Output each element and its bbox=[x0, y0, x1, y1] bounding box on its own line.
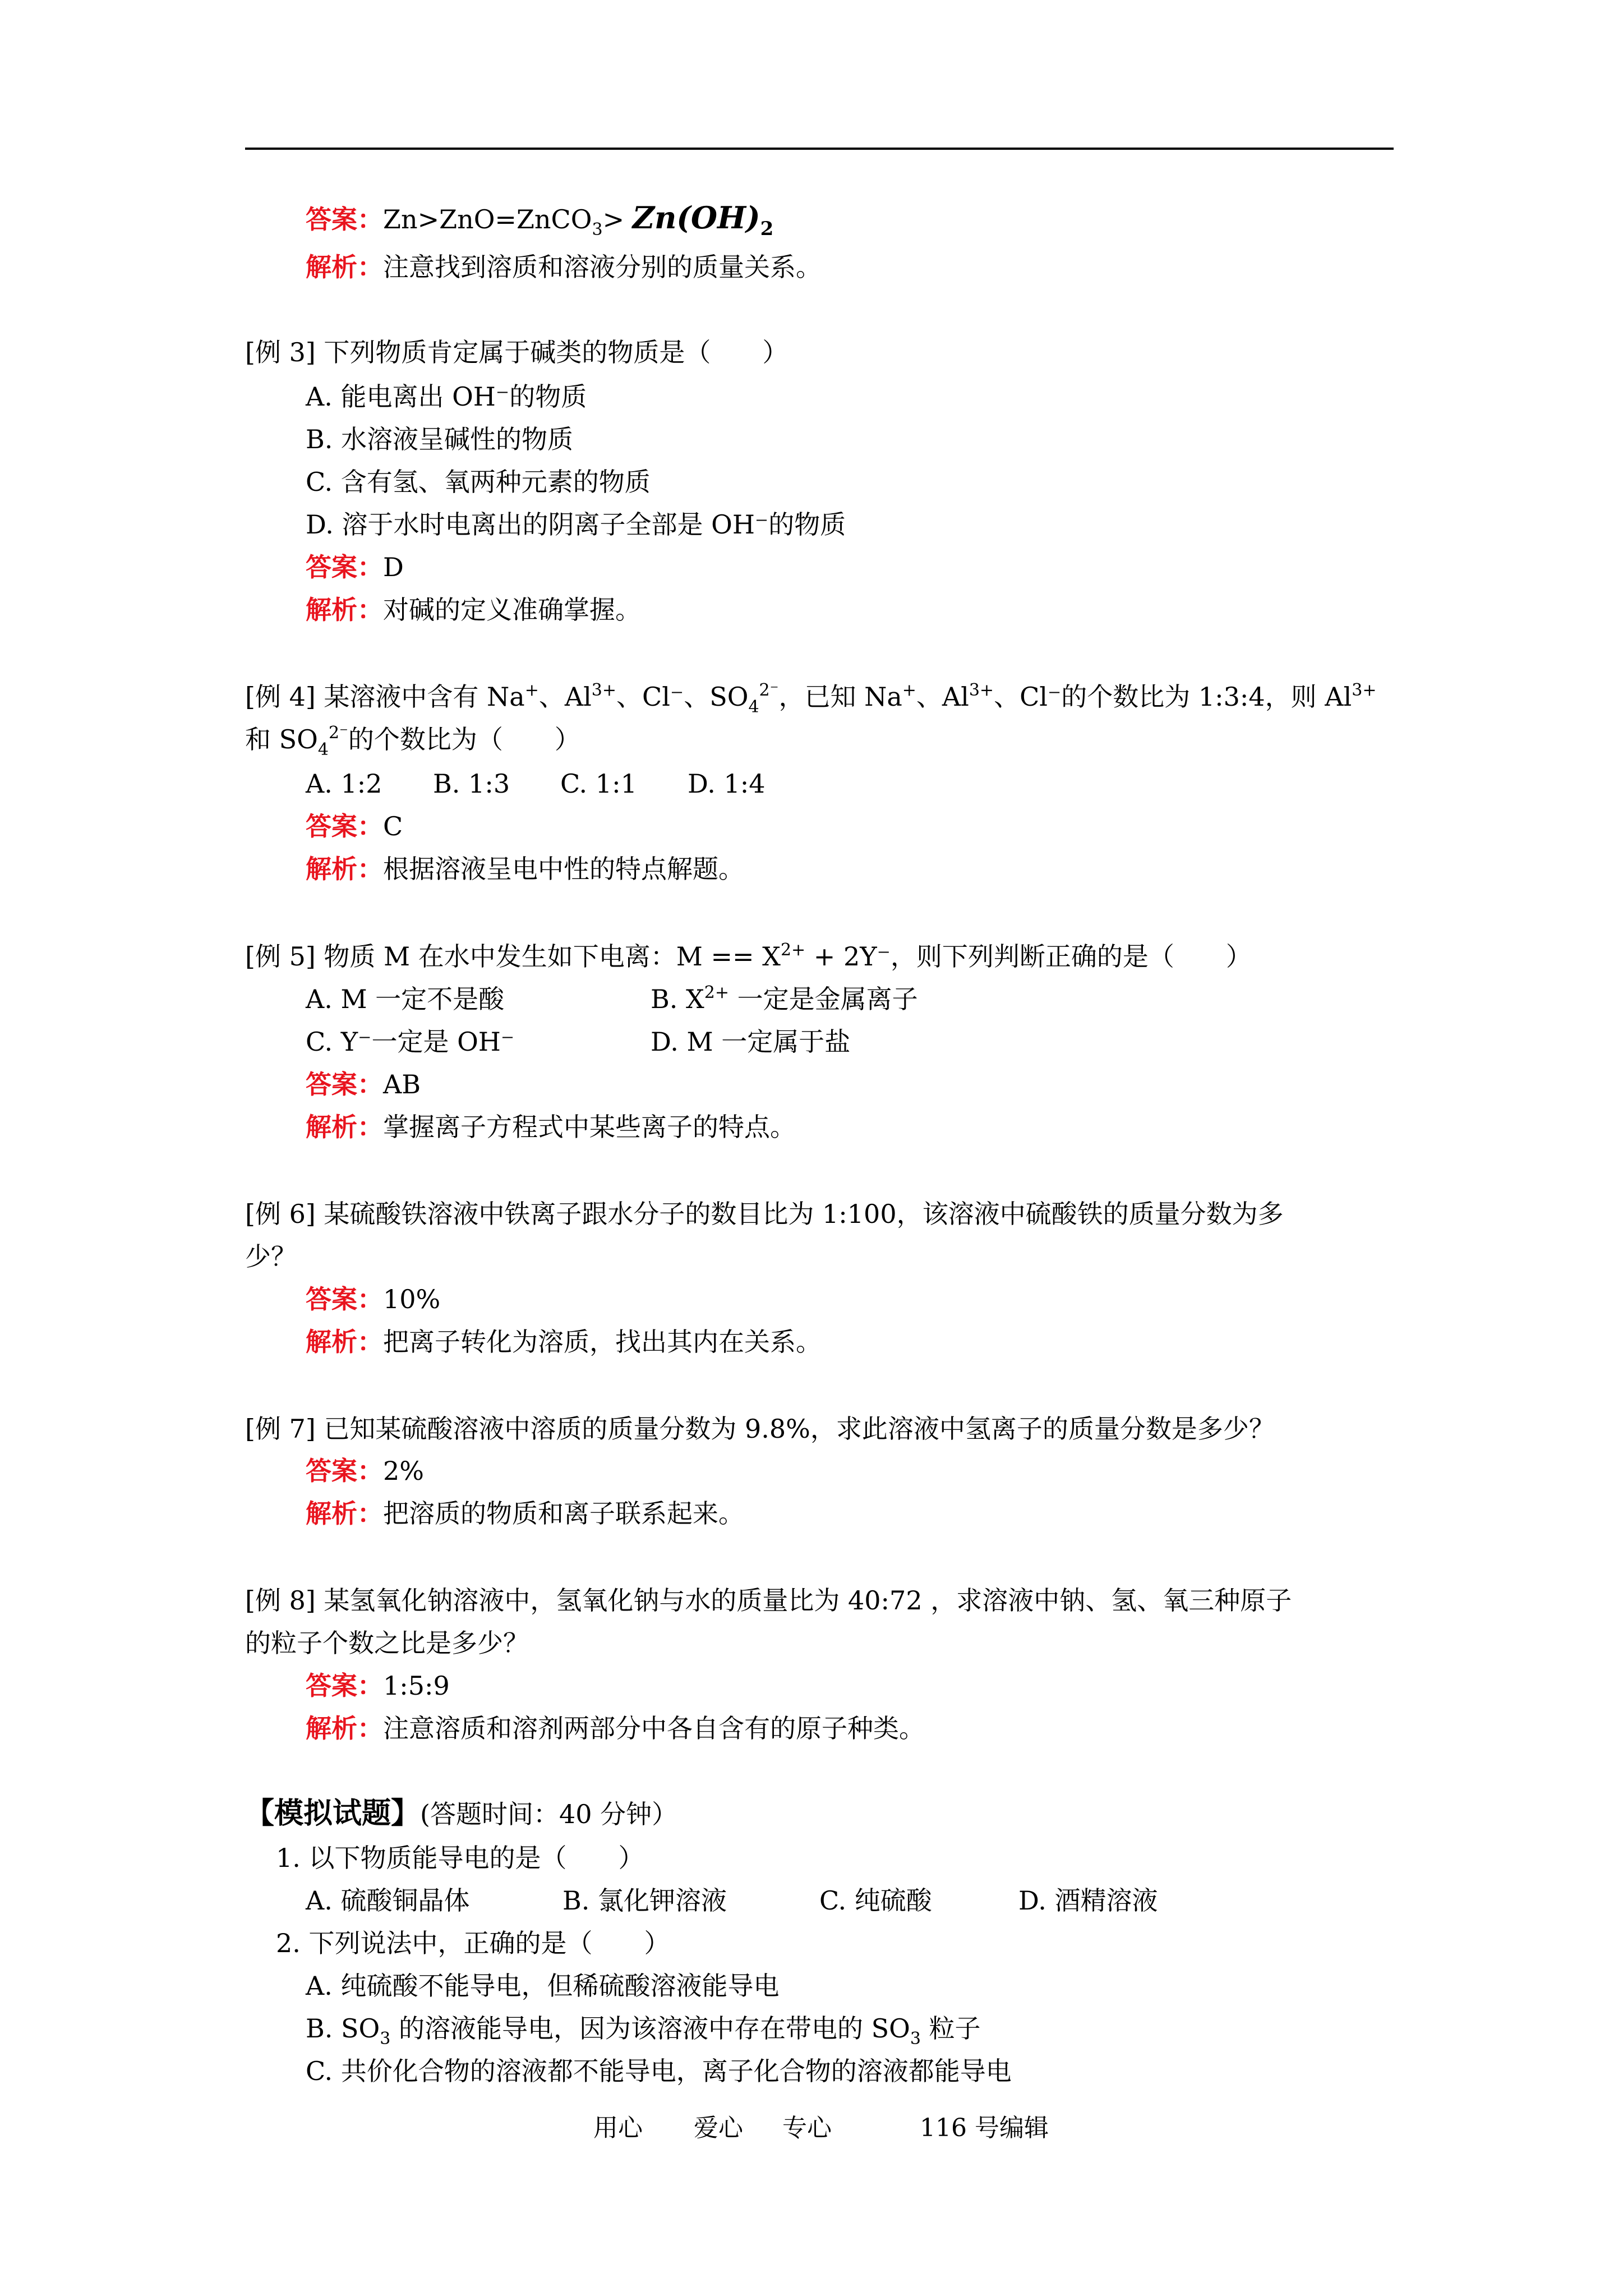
analysis-label: 解析： bbox=[306, 595, 383, 625]
ex8-question-line1: [例 8] 某氢氧化钠溶液中，氢氧化钠与水的质量比为 40:72 ，求溶液中钠、氢、氧三种原子 bbox=[245, 1585, 1292, 1616]
analysis-text: 把溶质的物质和离子联系起来。 bbox=[383, 1498, 744, 1529]
mock-q1-option-d: D. 酒精溶液 bbox=[1018, 1885, 1158, 1916]
mock-q1-options bbox=[306, 1884, 1158, 1917]
analysis-label: 解析： bbox=[306, 1498, 383, 1529]
answer-text: Zn>ZnO=ZnCO bbox=[383, 204, 592, 234]
ex7-answer-line bbox=[306, 1454, 424, 1488]
answer-label: 答案： bbox=[306, 552, 383, 582]
analysis-label: 解析： bbox=[306, 1327, 383, 1357]
mock-q1-option-b: B. 氯化钾溶液 bbox=[562, 1885, 727, 1916]
ex3-option-b: B. 水溶液呈碱性的物质 bbox=[306, 424, 574, 454]
footer-text-2: 爱心 bbox=[694, 2114, 743, 2142]
ex7-question: [例 7] 已知某硫酸溶液中溶质的质量分数为 9.8%，求此溶液中氢离子的质量分数是多少？ bbox=[245, 1414, 1275, 1444]
ex4-option-b: B. 1:3 bbox=[433, 769, 510, 799]
answer-label: 答案： bbox=[306, 1671, 383, 1701]
answer-text: D bbox=[383, 552, 404, 582]
analysis-label: 解析： bbox=[306, 252, 383, 282]
ex4-question-line2: 和 $SO_4^{2^-}$的个数比为（ ） bbox=[245, 723, 580, 760]
analysis-text: 对碱的定义准确掌握。 bbox=[383, 595, 641, 625]
ex7-analysis-line bbox=[306, 1497, 744, 1530]
mock-q2-option-c: C. 共价化合物的溶液都不能导电，离子化合物的溶液都能导电 bbox=[306, 2056, 1012, 2086]
analysis-label: 解析： bbox=[306, 854, 383, 884]
header-rule bbox=[245, 148, 1394, 150]
analysis-label: 解析： bbox=[306, 1112, 383, 1142]
answer-label: 答案： bbox=[306, 204, 383, 234]
answer-text: 1:5:9 bbox=[383, 1671, 450, 1701]
ex6-question-line2: 少？ bbox=[245, 1241, 297, 1272]
ex2-analysis-line bbox=[306, 250, 822, 284]
analysis-text: 把离子转化为溶质，找出其内在关系。 bbox=[383, 1327, 822, 1357]
analysis-text: 注意溶质和溶剂两部分中各自含有的原子种类。 bbox=[383, 1713, 925, 1743]
mock-q1: 1. 以下物质能导电的是（ ） bbox=[276, 1843, 644, 1873]
mock-q2: 2. 下列说法中，正确的是（ ） bbox=[276, 1928, 670, 1958]
ex4-options bbox=[306, 767, 766, 800]
ex3-option-a: A. 能电离出 OH⁻的物质 bbox=[306, 381, 587, 412]
answer-label: 答案： bbox=[306, 1069, 383, 1099]
ex6-analysis-line bbox=[306, 1325, 822, 1359]
ex8-answer-line bbox=[306, 1669, 450, 1703]
footer-text-3: 专心 bbox=[782, 2114, 832, 2142]
section-title: 【模拟试题】 bbox=[245, 1796, 421, 1830]
ex5-options-row1 bbox=[306, 982, 918, 1020]
answer-label: 答案： bbox=[306, 811, 383, 841]
ex3-option-d: D. 溶于水时电离出的阴离子全部是 OH⁻的物质 bbox=[306, 509, 846, 540]
ex4-option-a: A. 1:2 bbox=[306, 769, 382, 799]
answer-formula: $Zn(OH)_2$ bbox=[632, 200, 774, 240]
footer-text-4: 116 号编辑 bbox=[920, 2114, 1049, 2142]
ex8-question-line2: 的粒子个数之比是多少？ bbox=[245, 1628, 529, 1658]
answer-label: 答案： bbox=[306, 1284, 383, 1314]
ex5-analysis-line bbox=[306, 1110, 796, 1144]
ex8-analysis-line bbox=[306, 1711, 925, 1745]
ex4-question-line1: [例 4] 某溶液中含有 Na+、$Al^{3+}$、Cl⁻、$SO_4^{2^-}$，已知 Na+、$Al^{3+}$、Cl⁻的个数比为 1:3:4，则 $Al^{3+}$ bbox=[245, 680, 1377, 717]
answer-text: 2% bbox=[383, 1456, 424, 1486]
ex4-analysis-line bbox=[306, 852, 744, 886]
answer-text: 10% bbox=[383, 1284, 441, 1314]
ex3-question: [例 3] 下列物质肯定属于碱类的物质是（ ） bbox=[245, 337, 789, 367]
mock-q1-option-c: C. 纯硫酸 bbox=[819, 1885, 932, 1916]
answer-text: AB bbox=[383, 1069, 421, 1099]
analysis-label: 解析： bbox=[306, 1713, 383, 1743]
ex2-answer-line: 答案：Zn>ZnO=ZnCO$_3$> $Zn(OH)_2$ bbox=[306, 200, 774, 240]
mock-section-heading bbox=[245, 1797, 677, 1831]
answer-text: C bbox=[383, 811, 403, 841]
ex5-question: [例 5] 物质 M 在水中发生如下电离：$M == X^{2+} + 2Y^-$，则下列判断正确的是（ ） bbox=[245, 940, 1252, 972]
ex5-option-b: B. $X^{2+}$ 一定是金属离子 bbox=[651, 983, 918, 1014]
analysis-text: 掌握离子方程式中某些离子的特点。 bbox=[383, 1112, 796, 1142]
ex6-answer-line bbox=[306, 1282, 440, 1316]
ex4-option-c: C. 1:1 bbox=[560, 769, 637, 799]
ex3-analysis-line bbox=[306, 593, 641, 627]
mock-q2-option-b: B. $SO_3$ 的溶液能导电，因为该溶液中存在带电的 $SO_3$ 粒子 bbox=[306, 2013, 981, 2049]
ex5-options-row2 bbox=[306, 1025, 850, 1059]
section-time: (答题时间：40 分钟） bbox=[420, 1799, 678, 1829]
ex3-option-c: C. 含有氢、氧两种元素的物质 bbox=[306, 467, 651, 497]
ex5-option-d: D. M 一定属于盐 bbox=[651, 1027, 851, 1057]
ex3-answer-line bbox=[306, 550, 404, 584]
ex6-question-line1: [例 6] 某硫酸铁溶液中铁离子跟水分子的数目比为 1:100，该溶液中硫酸铁的质量分数为多 bbox=[245, 1199, 1284, 1229]
answer-label: 答案： bbox=[306, 1456, 383, 1486]
analysis-text: 注意找到溶质和溶液分别的质量关系。 bbox=[383, 252, 822, 282]
analysis-text: 根据溶液呈电中性的特点解题。 bbox=[383, 854, 744, 884]
footer-text-1: 用心 bbox=[593, 2114, 643, 2142]
ex5-answer-line bbox=[306, 1068, 421, 1101]
mock-q2-option-a: A. 纯硫酸不能导电，但稀硫酸溶液能导电 bbox=[306, 1971, 780, 2001]
ex4-answer-line bbox=[306, 809, 403, 843]
mock-q1-option-a: A. 硫酸铜晶体 bbox=[306, 1885, 470, 1916]
ex4-option-d: D. 1:4 bbox=[688, 769, 766, 799]
ex5-option-c: C. Y⁻一定是 OH⁻ bbox=[306, 1027, 515, 1057]
ex5-option-a: A. M 一定不是酸 bbox=[306, 984, 505, 1014]
